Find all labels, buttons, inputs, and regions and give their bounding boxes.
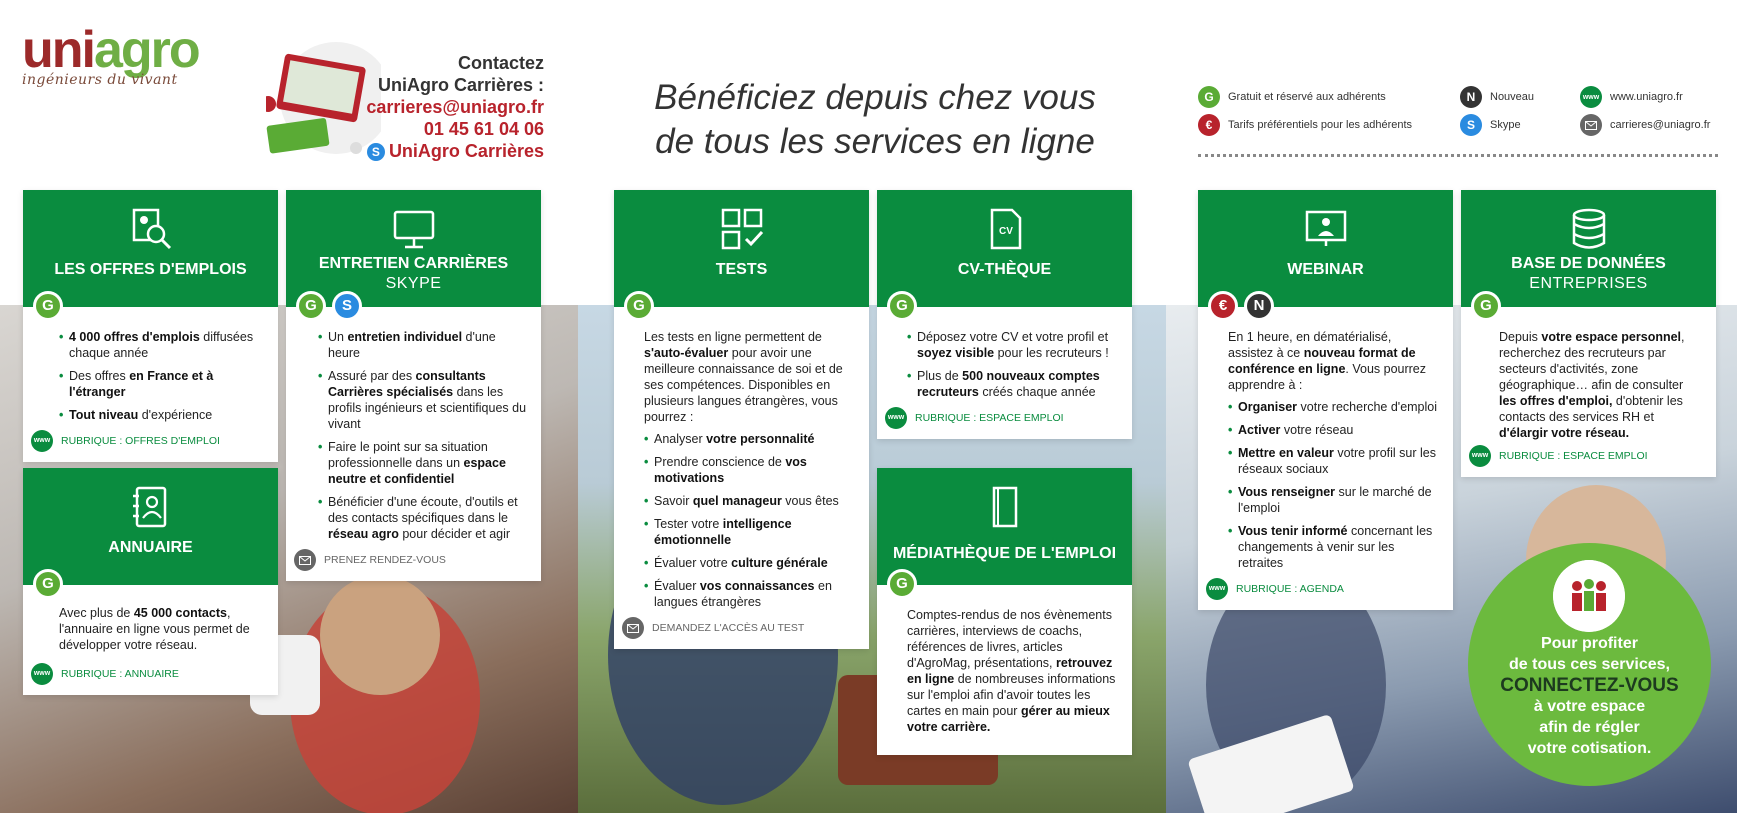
footer-label: RUBRIQUE : ESPACE EMPLOI (1499, 450, 1648, 462)
card-body (286, 297, 541, 581)
card-badges (887, 569, 917, 599)
card-mediatheque[interactable] (877, 468, 1132, 755)
card-body (877, 297, 1132, 439)
card-text: En 1 heure, en dématérialisé, assistez à ce nouveau format de conférence en ligne. Vous pourrez apprendre à : (1228, 330, 1427, 392)
job-search-icon (128, 206, 174, 252)
logo-uni: uni (22, 21, 94, 79)
card-body (23, 297, 278, 462)
database-icon (1566, 206, 1612, 252)
list-item: • Activer votre réseau (1228, 422, 1439, 438)
card-badges (33, 569, 63, 599)
checklist-icon (719, 206, 765, 252)
promo-line: votre cotisation. (1527, 740, 1652, 757)
card-body (614, 297, 869, 649)
footer-label: RUBRIQUE : OFFRES D'EMPLOI (61, 435, 220, 447)
contact-phone[interactable]: 01 45 61 04 06 (423, 119, 544, 139)
members-group-icon (1553, 560, 1625, 632)
free-badge-icon: G (887, 291, 917, 321)
headline-line1: Bénéficiez depuis chez vous (654, 78, 1096, 117)
address-book-icon (128, 484, 174, 530)
card-footer-link[interactable] (31, 663, 264, 685)
contact-block (366, 52, 544, 162)
website-icon: www (1206, 578, 1228, 600)
legend-free (1198, 86, 1386, 108)
list-item: • Analyser votre personnalité (644, 431, 855, 447)
card-footer-link[interactable] (31, 430, 264, 452)
card-footer-link[interactable] (622, 617, 855, 639)
card-title: ENTRETIEN CARRIÈRES (318, 255, 509, 272)
footer-label: RUBRIQUE : ESPACE EMPLOI (915, 412, 1064, 424)
card-body (1198, 297, 1453, 610)
list-item: • Bénéficier d'une écoute, d'outils et des contacts spécifiques dans le réseau agro pour décider et agir (318, 494, 527, 542)
card-header (877, 468, 1132, 585)
list-item: • Évaluer vos connaissances en langues étrangères (644, 578, 855, 610)
free-badge-icon: G (33, 569, 63, 599)
legend-website[interactable] (1580, 86, 1683, 108)
monitor-icon (391, 206, 437, 252)
logo-wordmark (22, 21, 199, 79)
promo-cta: CONNECTEZ-VOUS (1500, 675, 1679, 696)
list-item: • Évaluer votre culture générale (644, 555, 855, 571)
skype-icon: S (1460, 114, 1482, 136)
list-item: • Un entretien individuel d'une heure (318, 329, 527, 361)
contact-skype-link[interactable] (366, 140, 544, 162)
card-badges (624, 291, 654, 321)
card-header (1198, 190, 1453, 307)
card-text: Comptes-rendus de nos évènements carrières, interviews de coachs, références de livres, articles d'AgroMag, présentations, retrouvez en ligne de nombreuses informations sur l'emploi afin d'avoir toutes les cartes en main pour gérer au mieux votre carrière. (907, 608, 1116, 734)
photo-shape-face (320, 575, 440, 695)
card-body (23, 575, 278, 695)
card-list (644, 431, 855, 610)
card-subtitle: ENTREPRISES (1529, 275, 1648, 292)
free-badge-icon: G (1471, 291, 1501, 321)
book-icon (982, 484, 1028, 530)
page-headline (620, 76, 1130, 164)
footer-label: RUBRIQUE : AGENDA (1236, 583, 1344, 595)
card-footer-link[interactable] (1469, 445, 1702, 467)
list-item: • Plus de 500 nouveaux comptes recruteurs créés chaque année (907, 368, 1118, 400)
skype-icon: S (332, 291, 362, 321)
card-list (907, 329, 1118, 400)
list-item: • Déposez votre CV et votre profil et soyez visible pour les recruteurs ! (907, 329, 1118, 361)
webinar-screen-icon (1303, 206, 1349, 252)
legend-new-label: Nouveau (1490, 91, 1535, 103)
card-title: CV-THÈQUE (957, 261, 1052, 278)
new-badge-icon: N (1460, 86, 1482, 108)
card-offres-emplois[interactable] (23, 190, 278, 462)
legend-new (1460, 86, 1534, 108)
website-icon: www (885, 407, 907, 429)
card-badges (33, 291, 63, 321)
legend-divider (1198, 154, 1718, 157)
logo-agro: agro (93, 21, 199, 79)
list-item: • Vous tenir informé concernant les changements à venir sur les retraites (1228, 523, 1439, 571)
connect-promo-button[interactable] (1468, 543, 1711, 786)
footer-label: PRENEZ RENDEZ-VOUS (324, 554, 446, 566)
promo-line: de tous ces services, (1509, 656, 1670, 673)
card-subtitle: SKYPE (385, 275, 442, 292)
card-cv-theque[interactable] (877, 190, 1132, 439)
card-header (877, 190, 1132, 307)
promo-line: à votre espace (1533, 698, 1646, 715)
uniagro-logo[interactable] (22, 21, 199, 88)
card-webinar[interactable] (1198, 190, 1453, 610)
free-badge-icon: G (33, 291, 63, 321)
contact-line1: Contactez (457, 53, 544, 73)
legend-email-label: carrieres@uniagro.fr (1610, 119, 1711, 131)
card-list (1228, 399, 1439, 571)
card-title: ANNUAIRE (108, 539, 193, 556)
list-item: • Prendre conscience de vos motivations (644, 454, 855, 486)
free-badge-icon: G (624, 291, 654, 321)
legend-website-label: www.uniagro.fr (1610, 91, 1683, 103)
cv-document-icon (982, 206, 1028, 252)
list-item: • Faire le point sur sa situation professionnelle dans un espace neutre et confidentiel (318, 439, 527, 487)
card-header (23, 190, 278, 307)
free-badge-icon: G (1198, 86, 1220, 108)
card-header (286, 190, 541, 307)
card-entretien-carrieres[interactable] (286, 190, 541, 581)
free-badge-icon: G (887, 569, 917, 599)
card-list (318, 329, 527, 542)
email-icon (1580, 114, 1602, 136)
list-item: • Savoir quel manageur vous êtes (644, 493, 855, 509)
promo-text (1468, 633, 1711, 759)
email-icon (622, 617, 644, 639)
card-title: WEBINAR (1287, 261, 1364, 278)
card-footer-link[interactable] (1206, 578, 1439, 600)
list-item: • Vous renseigner sur le marché de l'emploi (1228, 484, 1439, 516)
card-annuaire[interactable] (23, 468, 278, 695)
legend-skype-label: Skype (1490, 119, 1521, 131)
card-text: Depuis votre espace personnel, recherchez des recruteurs par secteurs d'activités, zone géographique… afin de consulter les offres d'emploi, d'obtenir les contacts des services RH et d'élargir votre réseau. (1499, 330, 1685, 440)
card-badges (296, 291, 362, 321)
website-icon: www (1580, 86, 1602, 108)
card-footer-link[interactable] (885, 407, 1118, 429)
card-header (1461, 190, 1716, 307)
card-badges (1471, 291, 1501, 321)
footer-label: RUBRIQUE : ANNUAIRE (61, 668, 179, 680)
card-badges (887, 291, 917, 321)
website-icon: www (31, 430, 53, 452)
new-badge-icon: N (1244, 291, 1274, 321)
legend-email[interactable] (1580, 114, 1710, 136)
free-badge-icon: G (296, 291, 326, 321)
list-item: • Tester votre intelligence émotionnelle (644, 516, 855, 548)
card-text: Les tests en ligne permettent de s'auto-évaluer pour avoir une meilleure connaissance de soi et de ses compétences. Disponibles en plusieurs langues étrangères, vous pourrez : (644, 330, 843, 424)
card-title: LES OFFRES D'EMPLOIS (54, 261, 247, 278)
card-base-de-donnees[interactable] (1461, 190, 1716, 477)
legend-preferential (1198, 114, 1412, 136)
list-item: • Organiser votre recherche d'emploi (1228, 399, 1439, 415)
card-title: BASE DE DONNÉES (1511, 255, 1666, 272)
promo-line: afin de régler (1539, 719, 1640, 736)
card-list (59, 329, 264, 423)
list-item: • Tout niveau d'expérience (59, 407, 264, 423)
promo-line: Pour profiter (1541, 635, 1638, 652)
legend-free-label: Gratuit et réservé aux adhérents (1228, 91, 1386, 103)
email-icon (294, 549, 316, 571)
list-item: • Des offres en France et à l'étranger (59, 368, 264, 400)
card-text: Avec plus de 45 000 contacts, l'annuaire en ligne vous permet de développer votre réseau. (59, 606, 250, 652)
card-body (1461, 297, 1716, 477)
euro-pig-icon: € (1198, 114, 1220, 136)
legend-preferential-label: Tarifs préférentiels pour les adhérents (1228, 119, 1413, 131)
card-badges (1208, 291, 1274, 321)
website-icon: www (31, 663, 53, 685)
card-header (23, 468, 278, 585)
list-item: • 4 000 offres d'emplois diffusées chaque année (59, 329, 264, 361)
card-tests[interactable] (614, 190, 869, 649)
footer-label: DEMANDEZ L'ACCÈS AU TEST (652, 622, 805, 634)
card-header (614, 190, 869, 307)
legend (1198, 86, 1718, 146)
computer-illustration-icon (266, 38, 381, 163)
skype-icon: S (367, 143, 385, 161)
svg-text:CV: CV (998, 226, 1013, 237)
logo-tagline: ingénieurs du vivant (22, 72, 178, 88)
list-item: • Mettre en valeur votre profil sur les réseaux sociaux (1228, 445, 1439, 477)
contact-skype-label: UniAgro Carrières (388, 141, 544, 161)
card-title: TESTS (715, 261, 768, 278)
contact-line2: UniAgro Carrières : (377, 75, 544, 95)
card-body (877, 575, 1132, 755)
headline-line2: de tous les services en ligne (655, 122, 1095, 161)
website-icon: www (1469, 445, 1491, 467)
card-footer-link[interactable] (294, 549, 527, 571)
contact-email-link[interactable]: carrieres@uniagro.fr (366, 97, 544, 117)
legend-skype (1460, 114, 1521, 136)
euro-pig-icon: € (1208, 291, 1238, 321)
card-title: MÉDIATHÈQUE DE L'EMPLOI (892, 545, 1117, 562)
list-item: • Assuré par des consultants Carrières spécialisés dans les profils ingénieurs et scientifiques du vivant (318, 368, 527, 432)
